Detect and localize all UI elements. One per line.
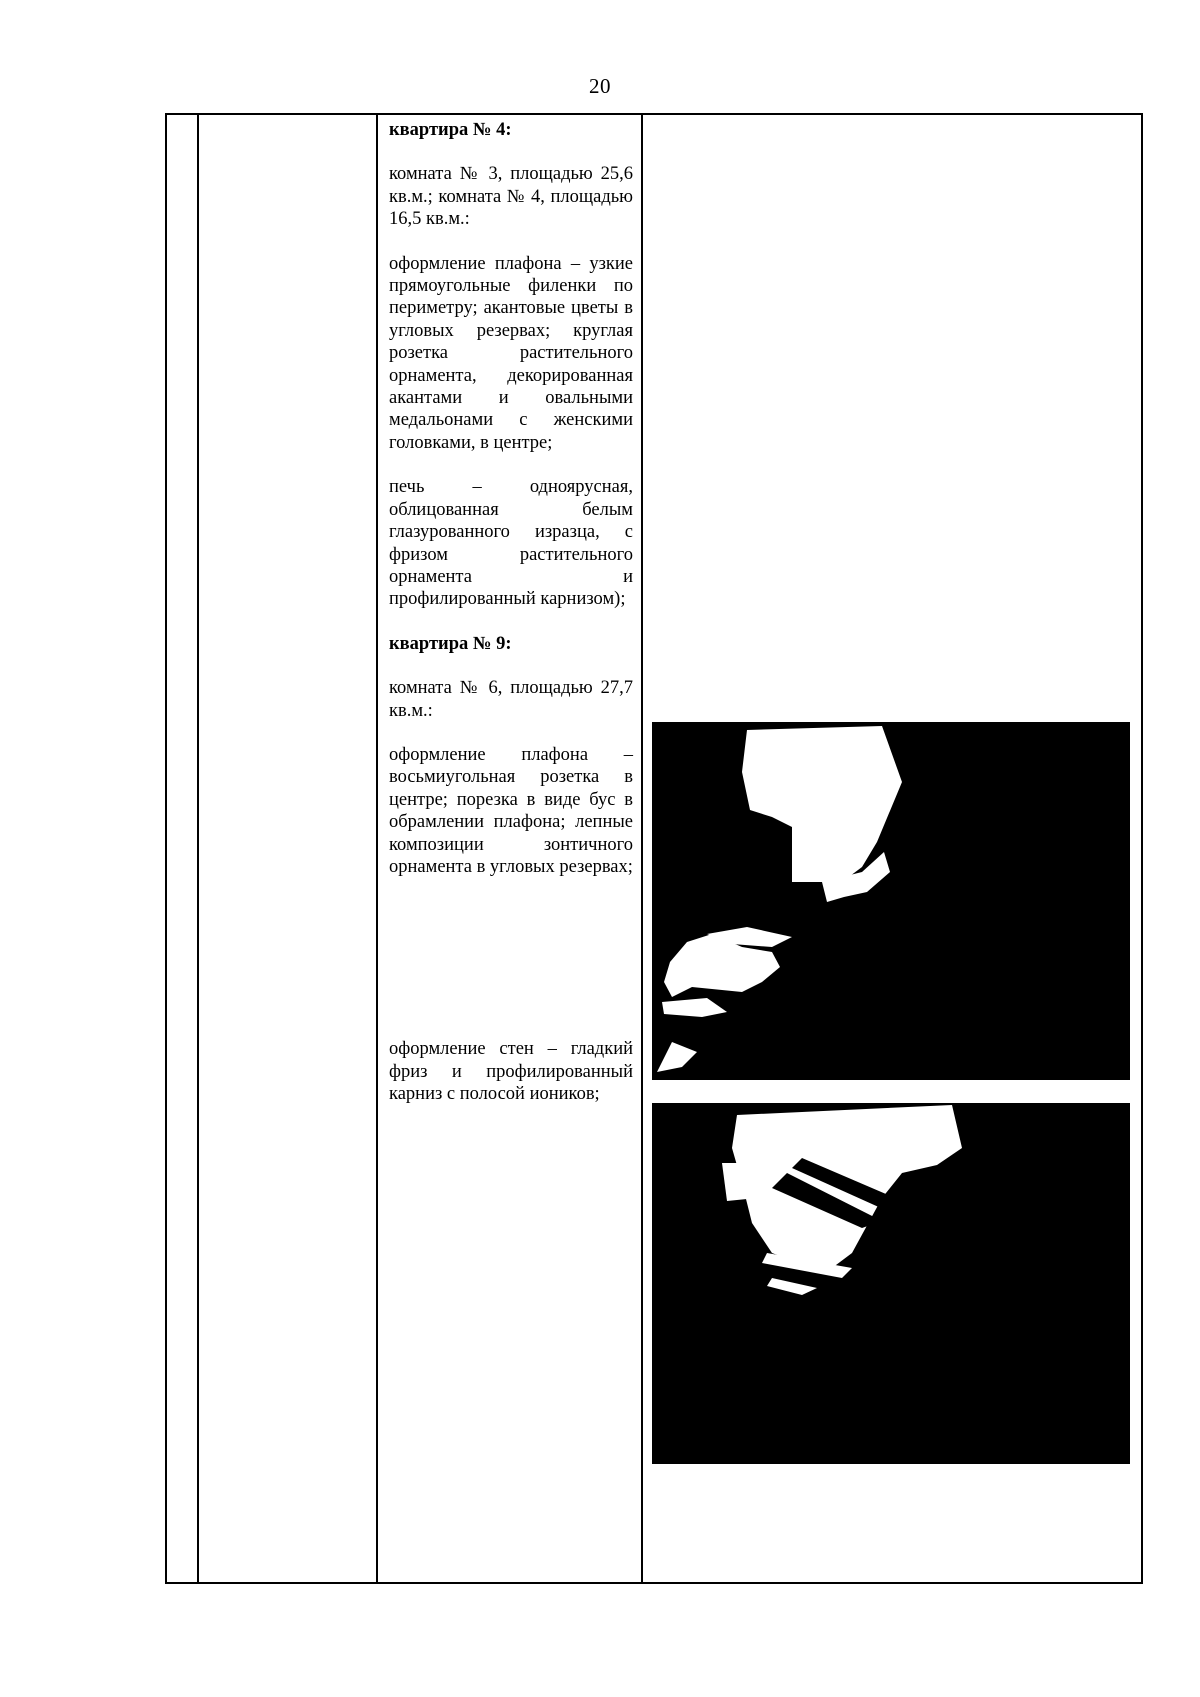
page-number: 20 (589, 74, 611, 98)
feature-description: печь – одноярусная, облицованная белым глазурованного изразца, с фризом растительного орнамента и профилированный карнизом); (389, 477, 633, 610)
ceiling-rosette-photo (652, 722, 1130, 1080)
apartment-heading: квартира № 4: (389, 120, 512, 140)
description-column (389, 119, 633, 1106)
column-divider-2 (376, 115, 378, 1582)
room-list: комната № 6, площадью 27,7 кв.м.: (389, 678, 633, 721)
column-divider-1 (197, 115, 199, 1582)
feature-description: оформление плафона – узкие прямоугольные филенки по периметру; акантовые цветы в угловых резервах; круглая розетка растительного орнамента, декорированная акантами и овальными медальонами с женскими головками, в центре; (389, 253, 633, 453)
feature-description: оформление плафона – восьмиугольная розетка в центре; порезка в виде бус в обрамлении плафона; лепные композиции зонтичного орнамента в угловых резервах; (389, 744, 633, 877)
apartment-heading: квартира № 9: (389, 633, 512, 654)
column-divider-3 (641, 115, 643, 1582)
feature-description: оформление стен – гладкий фриз и профилированный карниз с полосой иоников; (389, 1039, 633, 1105)
wall-cornice-photo (652, 1103, 1130, 1464)
room-list: комната № 3, площадью 25,6 кв.м.; комната № 4, площадью 16,5 кв.м.: (389, 164, 633, 230)
